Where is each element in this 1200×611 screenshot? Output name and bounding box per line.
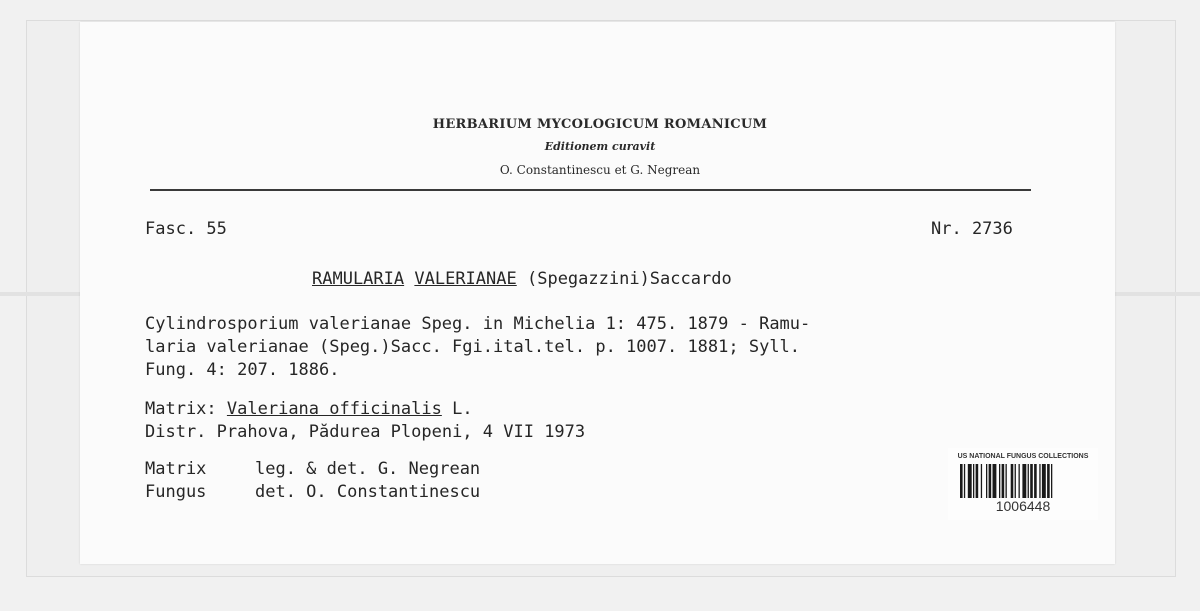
herbarium-editors: O. Constantinescu et G. Negrean	[499, 163, 701, 177]
collector-row	[145, 458, 480, 480]
exsiccata-number: Nr. 2736	[931, 219, 1013, 239]
synonymy-line-3: Fung. 4: 207. 1886.	[145, 360, 340, 380]
determiner-row	[145, 481, 480, 503]
species-genus: RAMULARIA	[312, 269, 405, 289]
synonymy-line-2: laria valerianae (Speg.)Sacc. Fgi.ital.tel. p. 1007. 1881; Syll.	[145, 337, 801, 357]
host-author: L.	[452, 399, 473, 419]
determiner-label: Fungus	[145, 482, 207, 502]
species-name	[312, 268, 732, 290]
collector-value: leg. & det. G. Negrean	[255, 459, 481, 479]
species-epithet: VALERIANAE	[414, 269, 517, 289]
herbarium-subtitle: Editionem curavit	[544, 140, 656, 153]
distribution-row	[145, 421, 585, 443]
distribution-value: Prahova, Pădurea Plopeni, 4 VII 1973	[216, 422, 586, 442]
determiner-value: det. O. Constantinescu	[255, 482, 481, 502]
host-name: Valeriana officinalis	[226, 399, 442, 419]
distribution-label: Distr.	[145, 422, 207, 442]
barcode-icon	[960, 464, 1086, 498]
matrix-label: Matrix:	[145, 399, 217, 419]
barcode-title: US NATIONAL FUNGUS COLLECTIONS	[957, 453, 1089, 460]
barcode-label	[948, 448, 1098, 520]
collector-label: Matrix	[145, 459, 207, 479]
fascicle-number: Fasc. 55	[145, 219, 227, 239]
herbarium-title: HERBARIUM MYCOLOGICUM ROMANICUM	[432, 117, 768, 132]
species-authors: (Spegazzini)Saccardo	[526, 269, 732, 289]
barcode-number: 1006448	[995, 498, 1051, 514]
matrix-row	[145, 398, 473, 420]
header-divider	[150, 189, 1031, 191]
synonymy-line-1: Cylindrosporium valerianae Speg. in Michelia 1: 475. 1879 - Ramu-	[145, 314, 811, 334]
